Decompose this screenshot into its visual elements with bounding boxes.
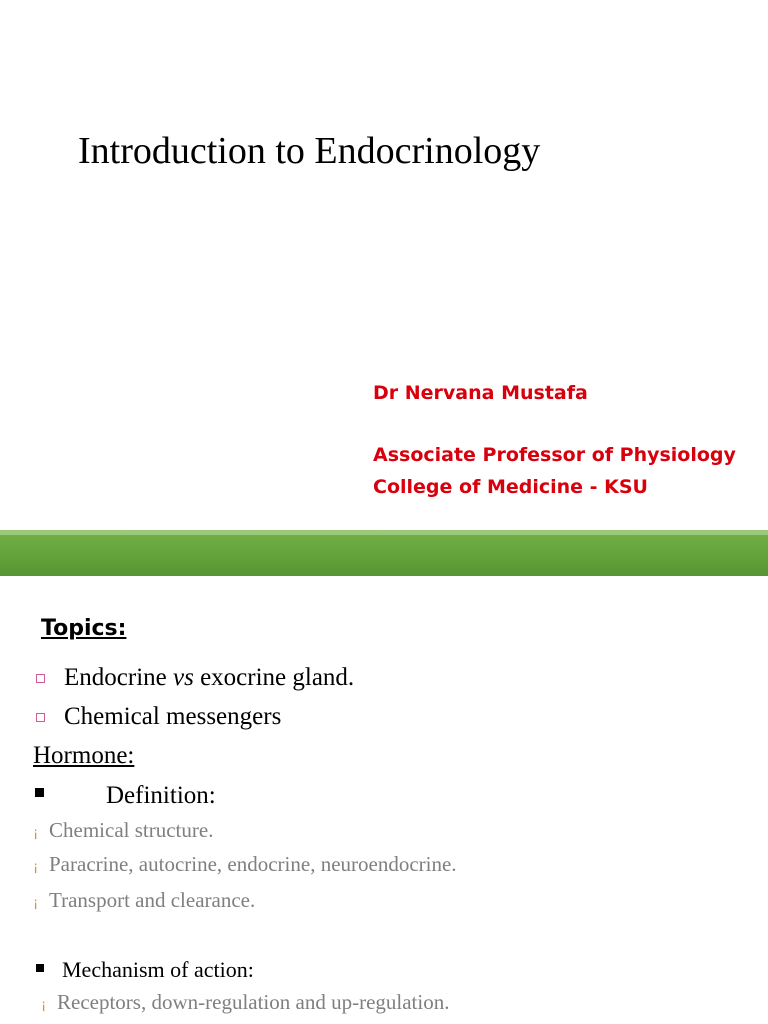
hollow-square-bullet-icon xyxy=(36,713,45,722)
mechanism-label: Mechanism of action: xyxy=(62,957,254,982)
topic-item-endocrine: Endocrine vs exocrine gland. xyxy=(64,664,355,691)
definition-subitem: Paracrine, autocrine, endocrine, neuroendocrine. xyxy=(49,852,457,876)
inverted-exclamation-bullet-icon: ¡ xyxy=(33,826,39,841)
definition-subitem: Transport and clearance. xyxy=(49,888,256,912)
slide-divider-band xyxy=(0,535,768,576)
hollow-square-bullet-icon xyxy=(36,674,45,683)
inverted-exclamation-bullet-icon: ¡ xyxy=(33,896,39,911)
definition-subitem: Chemical structure. xyxy=(49,818,214,842)
author-college: College of Medicine - KSU xyxy=(373,476,648,498)
inverted-exclamation-bullet-icon: ¡ xyxy=(33,860,39,875)
filled-square-bullet-icon xyxy=(35,788,44,797)
inverted-exclamation-bullet-icon: ¡ xyxy=(41,998,47,1013)
topic-item-chemical-messengers: Chemical messengers xyxy=(64,703,282,730)
filled-square-bullet-icon xyxy=(36,964,44,972)
slide-title: Introduction to Endocrinology xyxy=(78,130,541,172)
topics-heading: Topics: xyxy=(41,616,127,641)
definition-label: Definition: xyxy=(106,782,216,809)
author-name: Dr Nervana Mustafa xyxy=(373,382,588,404)
mechanism-subitem: Receptors, down-regulation and up-regulation. xyxy=(57,990,450,1014)
author-title: Associate Professor of Physiology xyxy=(373,444,736,466)
hormone-heading: Hormone: xyxy=(33,742,135,769)
